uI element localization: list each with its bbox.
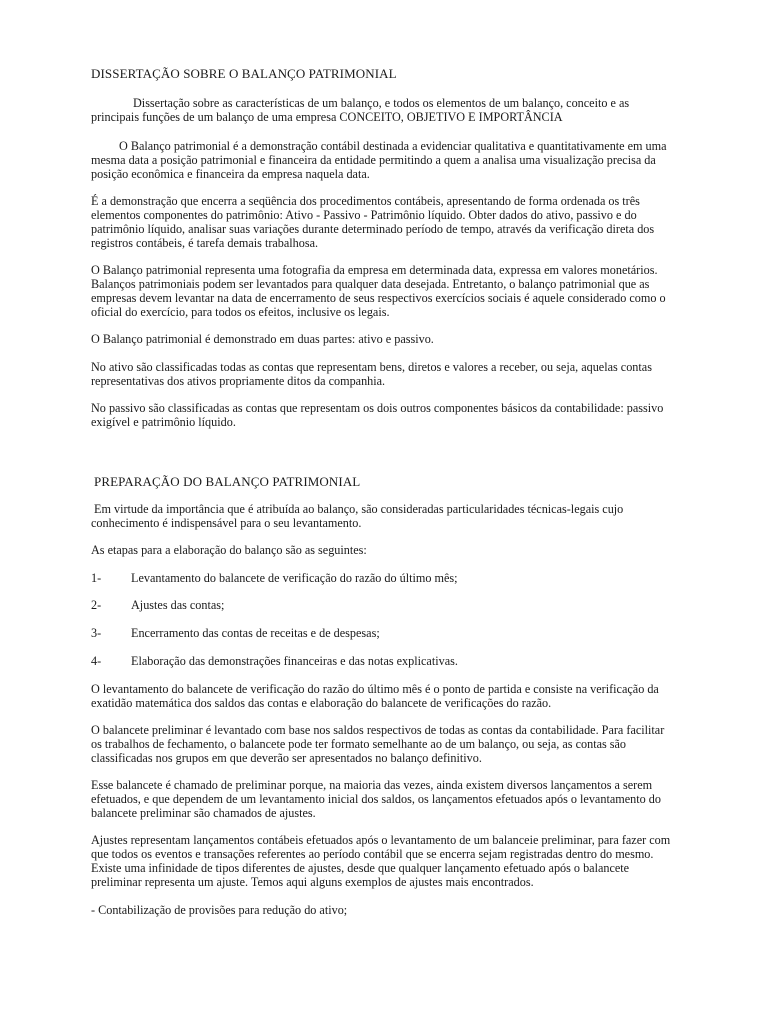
- list-item-text: Levantamento do balancete de verificação do razão do último mês;: [131, 570, 458, 585]
- paragraph: É a demonstração que encerra a seqüência dos procedimentos contábeis, apresentando de forma ordenada os três elementos componentes do patrimônio: Ativo - Passivo - Patrimônio líquido. Obter dados do ativo, passivo e do patrimônio líquido, analisar suas variações durante determinado período de tempo, através da verificação direta dos registros contábeis, é tarefa demais trabalhosa.: [91, 194, 655, 250]
- intro-paragraph: Dissertação sobre as características de um balanço, e todos os elementos de um balanço, conceito e as principais funções de um balanço de uma empresa CONCEITO, OBJETIVO E IMPORTÂNCIA: [91, 96, 630, 124]
- paragraph: Esse balancete é chamado de preliminar porque, na maioria das vezes, ainda existem diversos lançamentos a serem efetuados, e que dependem de um levantamento inicial dos saldos, os lançamentos efetuados após o levantamento do balancete preliminar são chamados de ajustes.: [91, 778, 661, 821]
- paragraph: Em virtude da importância que é atribuída ao balanço, são consideradas particularidades técnicas-legais cujo conhecimento é indispensável para o seu levantamento.: [91, 501, 624, 530]
- paragraph: O Balanço patrimonial representa uma fotografia da empresa em determinada data, expressa em valores monetários. Balanços patrimoniais podem ser levantados para qualquer data desejada. Entretanto, o balanço patrimonial que as empresas devem levantar na data de encerramento de seus respectivos exercícios sociais é aquele considerado como o oficial do exercício, para todos os efeitos, inclusive os legais.: [91, 263, 666, 319]
- paragraph: O balancete preliminar é levantado com base nos saldos respectivos de todas as contas da contabilidade. Para facilitar os trabalhos de fechamento, o balancete pode ter formato semelhante ao de um balanço, ou seja, as contas são classificadas nos grupos em que deverão ser apresentados no balanço definitivo.: [91, 723, 665, 765]
- list-item: [91, 572, 671, 586]
- section-heading: PREPARAÇÃO DO BALANÇO PATRIMONIAL: [94, 473, 361, 489]
- paragraph: No ativo são classificadas todas as contas que representam bens, diretos e valores a receber, ou seja, aquelas contas representativas dos ativos propriamente ditos da companhia.: [91, 359, 652, 388]
- paragraph: - Contabilização de provisões para redução do ativo;: [91, 902, 348, 917]
- list-item-text: Encerramento das contas de receitas e de despesas;: [131, 626, 380, 641]
- paragraph: As etapas para a elaboração do balanço são as seguintes:: [91, 543, 367, 558]
- steps-list: [91, 572, 671, 669]
- document-page: [91, 66, 671, 931]
- list-item: [91, 655, 671, 669]
- paragraph: No passivo são classificadas as contas que representam os dois outros componentes básicos da contabilidade: passivo exigível e patrimônio líquido.: [91, 401, 664, 429]
- list-item-number: 1-: [91, 570, 102, 585]
- list-item: [91, 627, 671, 641]
- paragraph: O levantamento do balancete de verificação do razão do último mês é o ponto de partida e consiste na verificação da exatidão matemática dos saldos das contas e elaboração do balancete de verificações do razão.: [91, 681, 659, 710]
- list-item-number: 4-: [91, 653, 102, 668]
- list-item-text: Ajustes das contas;: [131, 598, 225, 613]
- document-title: DISSERTAÇÃO SOBRE O BALANÇO PATRIMONIAL: [91, 66, 397, 81]
- list-item-number: 3-: [91, 626, 102, 641]
- paragraph: O Balanço patrimonial é a demonstração contábil destinada a evidenciar qualitativa e quantitativamente em uma mesma data a posição patrimonial e financeira da entidade permitindo a quem a analisa uma visualização precisa da posição econômica e financeira da empresa naquela data.: [91, 138, 667, 181]
- paragraph: O Balanço patrimonial é demonstrado em duas partes: ativo e passivo.: [91, 332, 434, 347]
- list-item: [91, 599, 671, 613]
- list-item-text: Elaboração das demonstrações financeiras e das notas explicativas.: [131, 653, 458, 668]
- list-item-number: 2-: [91, 598, 102, 613]
- paragraph: Ajustes representam lançamentos contábeis efetuados após o levantamento de um balanceie preliminar, para fazer com que todos os eventos e transações referentes ao período contábil que se encerra sejam registradas dentro do mesmo. Existe uma infinidade de tipos diferentes de ajustes, desde que qualquer lançamento efetuado após o balancete preliminar representa um ajuste. Temos aqui alguns exemplos de ajustes mais encontrados.: [91, 833, 671, 890]
